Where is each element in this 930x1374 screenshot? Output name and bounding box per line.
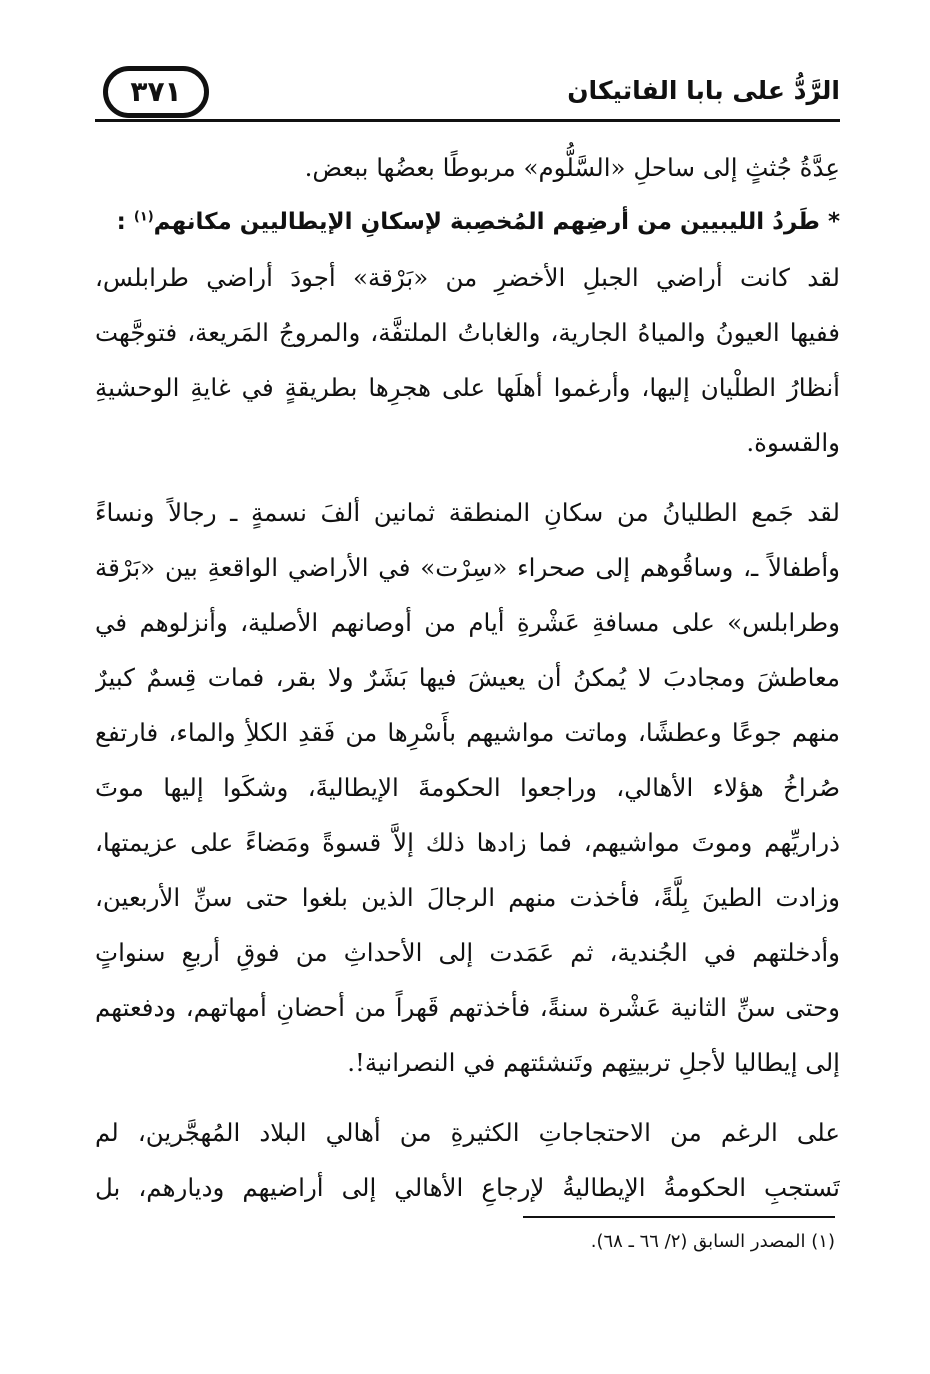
running-title: الرَّدُّ على بابا الفاتيكان: [567, 76, 840, 105]
paragraph-line: وزادت الطينَ بِلَّةً، فأخذت منهم الرجالَ الذين بلغوا حتى سنِّ الأربعين،: [95, 883, 840, 912]
paragraph-line: لقد جَمع الطليانُ من سكانِ المنطقة ثمانين ألفَ نسمةٍ ـ رجالاً ونساءً: [95, 498, 840, 527]
paragraph-line: ففيها العيونُ والمياهُ الجارية، والغاباتُ الملتفَّة، والمروجُ المَريعة، فتوجَّهت: [95, 318, 840, 347]
paragraph-3: [95, 1105, 840, 1215]
header-rule: [95, 119, 840, 122]
section-heading: [95, 195, 840, 250]
section-heading-tail: :: [116, 209, 134, 235]
paragraph-line: لقد كانت أراضي الجبلِ الأخضرِ من «بَرْقة» أجودَ أراضي طرابلس،: [95, 263, 840, 292]
paragraph-line: تَستجبِ الحكومةُ الإيطاليةُ لإرجاعِ الأهالي إلى أراضيهم وديارهم، بل: [95, 1173, 840, 1202]
paragraph-gap: [95, 1090, 840, 1105]
paragraph-2: [95, 485, 840, 1090]
intro-line: عِدَّةُ جُثثٍ إلى ساحلِ «السَّلُّوم» مربوطًا بعضُها ببعض.: [304, 153, 840, 182]
paragraph-line: ذراريِّهم وموتَ مواشيهم، فما زادها ذلك إلاَّ قسوةً ومَضاءً على عزيمتها،: [95, 828, 840, 857]
footnote-reference: (١): [133, 209, 154, 225]
paragraph-line: منهم جوعًا وعطشًا، وماتت مواشيهم بأَسْرِها من فَقدِ الكلأِ والماء، فارتفع: [95, 718, 840, 747]
paragraph-line: والقسوة.: [746, 428, 840, 457]
body-text: [95, 140, 840, 1215]
paragraph-1: [95, 250, 840, 470]
paragraph-line: أنظارُ الطلْيان إليها، وأرغموا أهلَها على هجرِها بطريقةٍ في غايةِ الوحشيةِ: [95, 373, 840, 402]
paragraph-line: وحتى سنِّ الثانية عَشْرة سنةً، فأخذتهم قَهراً من أحضانِ أمهاتهم، ودفعتهم: [95, 993, 840, 1022]
footnote: (١) المصدر السابق (٢/ ٦٦ ـ ٦٨).: [590, 1231, 835, 1252]
paragraph-line: معاطشَ ومجادبَ لا يُمكنُ أن يعيشَ فيها بَشَرٌ ولا بقر، فمات قِسمٌ كبيرٌ: [95, 663, 840, 692]
paragraph-line: صُراخُ هؤلاء الأهالي، وراجعوا الحكومةَ الإيطاليةَ، وشكَوا إليها موتَ: [95, 773, 840, 802]
page-header: [95, 58, 840, 122]
paragraph-line: وأدخلتهم في الجُندية، ثم عَمَدت إلى الأحداثِ من فوقِ أربعِ سنواتٍ: [95, 938, 840, 967]
paragraph-line: إلى إيطاليا لأجلِ تربيتِهم وتَنشئتهم في النصرانية!.: [347, 1048, 840, 1077]
paragraph-gap: [95, 470, 840, 485]
footnote-rule: [523, 1216, 835, 1218]
section-heading-text: * طَردُ الليبيين من أرضِهم المُخصِبة لإسكانِ الإيطاليين مكانهم: [153, 209, 840, 235]
page-number: ٣٧١: [130, 75, 182, 108]
page-number-badge: [103, 66, 209, 118]
paragraph-line: على الرغم من الاحتجاجاتِ الكثيرةِ من أهالي البلاد المُهجَّرين، لم: [95, 1118, 840, 1147]
paragraph-line: وطرابلس» على مسافةِ عَشْرةِ أيام من أوصانهم الأصلية، وأنزلوهم في: [95, 608, 840, 637]
paragraph-line: وأطفالاً ـ، وساقُوهم إلى صحراء «سِرْت» في الأراضي الواقعةِ بين «بَرْقة: [95, 553, 840, 582]
